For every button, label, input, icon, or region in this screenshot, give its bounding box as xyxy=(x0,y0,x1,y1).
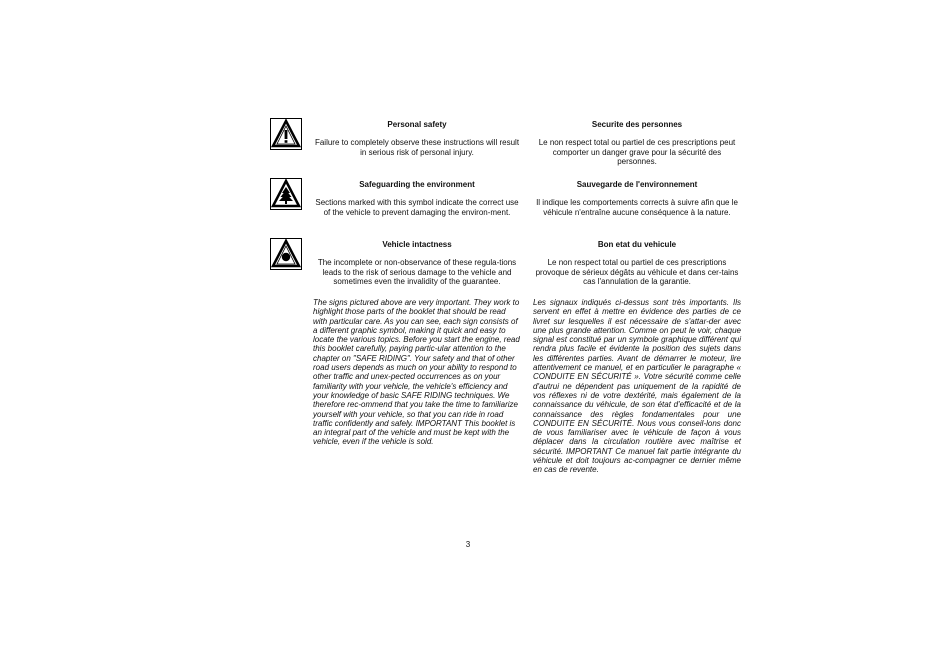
intro-paragraph-en: The signs pictured above are very important. They work to highlight those parts of the booklet that should be read with particular care. As you can see, each sign consists of a different graphic symbol, making it quick and easy to locate the various topics. Before you start the engine, read this booklet carefully, paying partic-ular attention to the chapter on "SAFE RIDING". Your safety and that of other road users depends as much on your ability to respond to other traffic and unex-pected occurrences as on your familiarity with your vehicle, the vehicle's efficiency and your knowledge of basic SAFE RIDING techniques. We therefore rec-ommend that you take the time to familiarize yourself with your vehicle, so that you can ride in road traffic confidently and safely. IMPORTANT This booklet is an integral part of the vehicle and must be kept with the vehicle, even if the vehicle is sold. xyxy=(313,298,520,447)
warning-triangle-icon xyxy=(270,118,302,150)
section-title: Securite des personnes xyxy=(591,120,683,129)
section-text: The incomplete or non-observance of these regula-tions leads to the risk of serious damage to the vehicle and sometimes even the invalidity of the guarantee. xyxy=(317,258,517,287)
section-text: Le non respect total ou partiel de ces prescriptions provoque de sérieux dégâts au véhicule et dans cer-tains cas l'annulation de la garantie. xyxy=(535,258,739,287)
intro-paragraph-fr: Les signaux indiqués ci-dessus sont très importants. Ils servent en effet à mettre en évidence des parties de ce livret sur lesquelles il est nécessaire de s'attar-der avec une plus grande attention. Comme on peut le voir, chaque signal est constitué par un symbole graphique différent qui rendra plus facile et évidente la position des sujets dans les différentes parties. Avant de démarrer le moteur, lire attentivement ce manuel, et en particulier le paragraphe « CONDUITE EN SÉCURITÉ ». Votre sécurité comme celle d'autrui ne dépendent pas uniquement de la rapidité de vos réflexes ni de votre dextérité, mais également de la connaissance du véhicule, de son état d'efficacité et de la connaissance des règles fondamentales pour une CONDUITE EN SÉCURITÉ. Nous vous conseil-lons donc de vous familiariser avec le véhicule de façon à vous déplacer dans la circulation routière avec maîtrise et sécurité. IMPORTANT Ce manuel fait partie intégrante du véhicule et doit toujours ac-compagner ce dernier même en cas de revente. xyxy=(533,298,741,475)
section-personal-safety-en xyxy=(313,120,521,157)
section-text: Il indique les comportements corrects à suivre afin que le véhicule n'entraîne aucune conséquence à la nature. xyxy=(536,198,738,217)
section-title: Sauvegarde de l'environnement xyxy=(576,180,698,189)
section-vehicle-intactness-en xyxy=(313,240,521,287)
section-text: Le non respect total ou partiel de ces prescriptions peut comporter un danger grave pour la sécurité des personnes. xyxy=(538,138,736,167)
section-text: Failure to completely observe these instructions will result in serious risk of personal injury. xyxy=(314,138,520,157)
environment-tree-icon xyxy=(270,178,302,210)
section-title: Personal safety xyxy=(387,120,447,129)
section-environment-en xyxy=(313,180,521,217)
section-personal-safety-fr xyxy=(533,120,741,167)
section-environment-fr xyxy=(533,180,741,217)
section-text: Sections marked with this symbol indicate the correct use of the vehicle to prevent damaging the environ-ment. xyxy=(315,198,519,217)
vehicle-damage-icon xyxy=(270,238,302,270)
section-title: Safeguarding the environment xyxy=(359,180,475,189)
section-title: Bon etat du vehicule xyxy=(597,240,677,249)
page-number: 3 xyxy=(465,540,471,549)
section-title: Vehicle intactness xyxy=(382,240,452,249)
section-vehicle-intactness-fr xyxy=(533,240,741,287)
